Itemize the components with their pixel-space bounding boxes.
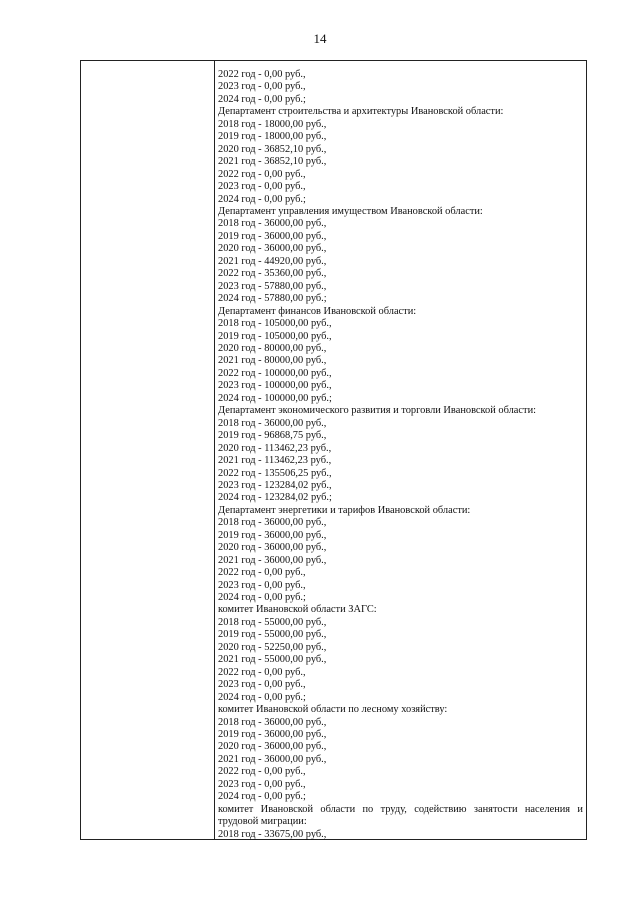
text-line: 2018 год - 36000,00 руб., <box>218 417 327 429</box>
text-line: комитет Ивановской области ЗАГС: <box>218 604 377 616</box>
text-line: 2021 год - 113462,23 руб., <box>218 455 332 467</box>
text-line: 2023 год - 57880,00 руб., <box>218 280 327 292</box>
text-line: 2024 год - 57880,00 руб.; <box>218 293 327 305</box>
document-table <box>80 60 587 840</box>
text-line: 2022 год - 100000,00 руб., <box>218 367 332 379</box>
text-line: Департамент энергетики и тарифов Ивановской области: <box>218 504 471 516</box>
text-line: 2018 год - 33675,00 руб., <box>218 828 327 840</box>
text-line: 2019 год - 18000,00 руб., <box>218 131 327 143</box>
text-line: 2019 год - 105000,00 руб., <box>218 330 332 342</box>
text-line: 2022 год - 0,00 руб., <box>218 766 306 778</box>
text-line: 2022 год - 35360,00 руб., <box>218 268 327 280</box>
text-line: 2024 год - 123284,02 руб.; <box>218 492 332 504</box>
text-line: комитет Ивановской области по труду, содействию занятости населения и <box>218 803 583 815</box>
text-line: 2020 год - 36000,00 руб., <box>218 741 327 753</box>
text-line: 2021 год - 36852,10 руб., <box>218 156 327 168</box>
text-line: 2020 год - 113462,23 руб., <box>218 442 332 454</box>
text-line: 2022 год - 0,00 руб., <box>218 69 306 80</box>
text-line: 2023 год - 0,00 руб., <box>218 778 306 790</box>
text-line: 2023 год - 0,00 руб., <box>218 679 306 691</box>
text-line: трудовой миграции: <box>218 816 307 828</box>
text-line: 2023 год - 0,00 руб., <box>218 579 306 591</box>
text-line: 2019 год - 36000,00 руб., <box>218 529 327 541</box>
text-line: 2022 год - 0,00 руб., <box>218 567 306 579</box>
text-line: 2018 год - 36000,00 руб., <box>218 517 327 529</box>
text-line: 2021 год - 36000,00 руб., <box>218 753 327 765</box>
text-line: 2024 год - 100000,00 руб.; <box>218 392 332 404</box>
text-line: 2018 год - 55000,00 руб., <box>218 616 327 628</box>
text-line: 2021 год - 44920,00 руб., <box>218 255 327 267</box>
text-line: 2019 год - 36000,00 руб., <box>218 729 327 741</box>
text-line: 2024 год - 0,00 руб.; <box>218 193 306 205</box>
text-line: 2018 год - 105000,00 руб., <box>218 318 332 330</box>
text-line: 2018 год - 18000,00 руб., <box>218 118 327 130</box>
text-line: 2024 год - 0,00 руб.; <box>218 592 306 604</box>
text-line: 2024 год - 0,00 руб.; <box>218 791 306 803</box>
text-line: Департамент экономического развития и торговли Ивановской области: <box>218 405 537 417</box>
table-right-column <box>218 69 583 841</box>
text-line: 2020 год - 36852,10 руб., <box>218 143 327 155</box>
text-line: 2018 год - 36000,00 руб., <box>218 716 327 728</box>
text-line: 2019 год - 55000,00 руб., <box>218 629 327 641</box>
text-line: 2020 год - 36000,00 руб., <box>218 542 327 554</box>
text-line: 2021 год - 80000,00 руб., <box>218 355 327 367</box>
page-number: 14 <box>313 31 327 46</box>
text-line: 2023 год - 123284,02 руб., <box>218 479 332 491</box>
text-line: 2022 год - 135506,25 руб., <box>218 467 332 479</box>
text-line: 2022 год - 0,00 руб., <box>218 168 306 180</box>
text-line: Департамент управления имуществом Ивановской области: <box>218 205 483 217</box>
column-divider <box>214 61 215 839</box>
text-line: 2023 год - 100000,00 руб., <box>218 380 332 392</box>
text-line: 2023 год - 0,00 руб., <box>218 81 306 93</box>
text-line: 2019 год - 96868,75 руб., <box>218 430 327 442</box>
text-line: 2020 год - 52250,00 руб., <box>218 641 327 653</box>
text-line: комитет Ивановской области по лесному хозяйству: <box>218 704 448 716</box>
text-line: 2019 год - 36000,00 руб., <box>218 230 327 242</box>
text-line: 2022 год - 0,00 руб., <box>218 666 306 678</box>
text-line: Департамент финансов Ивановской области: <box>218 305 417 317</box>
text-line: 2024 год - 0,00 руб.; <box>218 691 306 703</box>
text-line: 2023 год - 0,00 руб., <box>218 181 306 193</box>
text-line: 2021 год - 55000,00 руб., <box>218 654 327 666</box>
text-line: 2020 год - 36000,00 руб., <box>218 243 327 255</box>
text-line: 2018 год - 36000,00 руб., <box>218 218 327 230</box>
text-line: 2024 год - 0,00 руб.; <box>218 93 306 105</box>
text-line: 2021 год - 36000,00 руб., <box>218 554 327 566</box>
text-line: 2020 год - 80000,00 руб., <box>218 342 327 354</box>
text-line: Департамент строительства и архитектуры Ивановской области: <box>218 106 504 118</box>
